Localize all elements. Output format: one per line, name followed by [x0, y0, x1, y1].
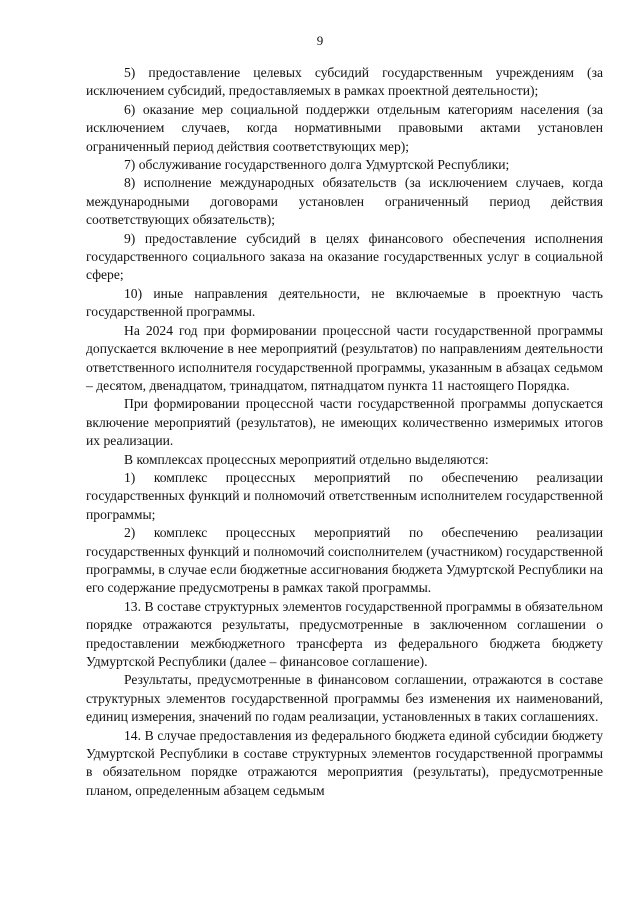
paragraph-item-6: 6) оказание мер социальной поддержки отдельным категориям населения (за исключением случаев, когда нормативными правовыми актами установлен ограниченный период действия соответствующих мер); — [86, 101, 603, 154]
paragraph-item-7: 7) обслуживание государственного долга Удмуртской Республики; — [124, 157, 510, 173]
paragraph-results-agreement: Результаты, предусмотренные в финансовом соглашении, отражаются в составе структурных элементов государственной программы без изменения их наименований, единиц измерения, значений по годам реализации, установленных в таких соглашениях. — [86, 672, 603, 725]
page-number: 9 — [316, 33, 324, 48]
paragraph-process-part: При формировании процессной части государственной программы допускается включение мероприятий (результатов), не имеющих количественно измеримых итогов их реализации. — [86, 396, 603, 449]
paragraph-item-8: 8) исполнение международных обязательств (за исключением случаев, когда международными договорами установлен ограниченный период действия соответствующих обязательств); — [86, 175, 603, 228]
paragraph-complex-2: 2) комплекс процессных мероприятий по обеспечению реализации государственных функций и полномочий соисполнителем (участником) государственной программы, в случае если бюджетные ассигнования бюджета Удмуртской Республики на его содержание предусмотрены в рамках такой программы. — [86, 525, 603, 596]
paragraph-complexes-intro: В комплексах процессных мероприятий отдельно выделяются: — [124, 451, 489, 467]
paragraph-section-14: 14. В случае предоставления из федерального бюджета единой субсидии бюджету Удмуртской Республики в составе структурных элементов государственной программы в обязательном порядке отражаются мероприятия (результаты), предусмотренные планом, определенным абзацем седьмым — [86, 727, 603, 798]
paragraph-item-10: 10) иные направления деятельности, не включаемые в проектную часть государственной программы. — [86, 285, 603, 320]
document-body — [86, 64, 603, 800]
paragraph-item-9: 9) предоставление субсидий в целях финансового обеспечения исполнения государственного социального заказа на оказание государственных услуг в социальной сфере; — [86, 230, 603, 283]
paragraph-complex-1: 1) комплекс процессных мероприятий по обеспечению реализации государственных функций и полномочий ответственным исполнителем государственной программы; — [86, 469, 603, 522]
paragraph-section-13: 13. В составе структурных элементов государственной программы в обязательном порядке отражаются результаты, предусмотренные в заключенном соглашении о предоставлении межбюджетного трансферта из федерального бюджета бюджету Удмуртской Республики (далее – финансовое соглашение). — [86, 598, 603, 669]
paragraph-item-5: 5) предоставление целевых субсидий государственным учреждениям (за исключением субсидий, предоставляемых в рамках проектной деятельности); — [86, 65, 603, 99]
paragraph-2024-inclusion: На 2024 год при формировании процессной части государственной программы допускается включение в нее мероприятий (результатов) по направлениям деятельности ответственного исполнителя государственной программы, указанным в абзацах седьмом – десятом, двенадцатом, тринадцатом, пятнадцатом пункта 11 настоящего Порядка. — [86, 322, 603, 393]
